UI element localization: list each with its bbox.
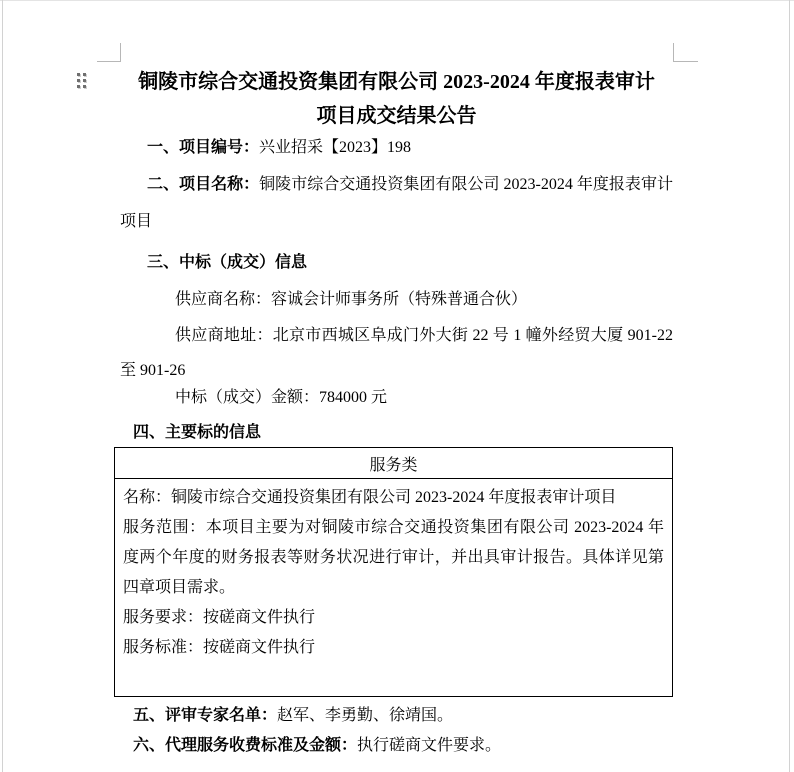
supplier-address-line [120, 318, 673, 388]
table-row-name-value: 铜陵市综合交通投资集团有限公司 2023-2024 年度报表审计项目 [171, 489, 617, 506]
agency-fee-line [120, 735, 673, 757]
experts-line [120, 705, 673, 727]
supplier-name-label: 供应商名称： [175, 291, 272, 308]
drag-handle-icon[interactable] [77, 73, 86, 88]
subject-info-table [114, 447, 673, 697]
table-row-name [123, 483, 664, 513]
page-top-edge [0, 0, 794, 1]
subject-heading: 四、主要标的信息 [133, 424, 262, 441]
table-row-standard-value: 按磋商文件执行 [203, 639, 316, 656]
project-number-line [120, 129, 673, 167]
supplier-name-value: 容诚会计师事务所（特殊普通合伙） [271, 291, 528, 308]
supplier-address-label: 供应商地址： [175, 327, 273, 344]
experts-value: 赵军、李勇勤、徐靖国。 [277, 707, 454, 724]
table-row-requirement-label: 服务要求： [123, 609, 204, 626]
page-right-edge [789, 0, 790, 772]
project-name-label: 二、项目名称： [147, 176, 260, 193]
award-info-heading: 三、中标（成交）信息 [147, 254, 308, 271]
page-left-edge [2, 0, 3, 772]
agency-fee-value: 执行磋商文件要求。 [357, 737, 502, 754]
table-row-name-label: 名称： [123, 489, 172, 506]
supplier-name-line [120, 282, 673, 318]
table-row-requirement-value: 按磋商文件执行 [203, 609, 316, 626]
document-title [120, 65, 673, 133]
table-row-requirement [123, 603, 664, 633]
table-row-standard-label: 服务标准： [123, 639, 204, 656]
table-row-scope-label: 服务范围： [123, 519, 206, 536]
agency-fee-label: 六、代理服务收费标准及金额： [133, 737, 358, 754]
award-amount-value: 784000 元 [319, 389, 388, 406]
document-title-line2: 项目成交结果公告 [316, 105, 477, 127]
subject-table-header: 服务类 [115, 448, 672, 479]
subject-table-body [115, 479, 672, 663]
table-row-standard [123, 633, 664, 663]
table-row-scope [123, 513, 664, 603]
margin-mark-top-right-icon [673, 43, 698, 62]
project-name-value: 铜陵市综合交通投资集团有限公司 2023-2024 年度报表审计项目 [120, 176, 673, 230]
award-amount-line [120, 380, 673, 416]
experts-label: 五、评审专家名单： [133, 707, 278, 724]
project-number-label: 一、项目编号： [147, 139, 260, 156]
margin-mark-top-left-icon [97, 43, 121, 62]
table-row-scope-value: 本项目主要为对铜陵市综合交通投资集团有限公司 2023-2024 年度两个年度的财务报表等财务状况进行审计，并出具审计报告。具体详见第四章项目需求。 [123, 519, 664, 596]
supplier-address-value: 北京市西城区阜成门外大街 22 号 1 幢外经贸大厦 901-22 至 901-26 [120, 327, 673, 379]
award-amount-label: 中标（成交）金额： [175, 389, 320, 406]
project-name-line [120, 166, 673, 240]
document-title-line1: 铜陵市综合交通投资集团有限公司 2023-2024 年度报表审计 [138, 71, 655, 93]
project-number-value: 兴业招采【2023】198 [259, 139, 412, 156]
